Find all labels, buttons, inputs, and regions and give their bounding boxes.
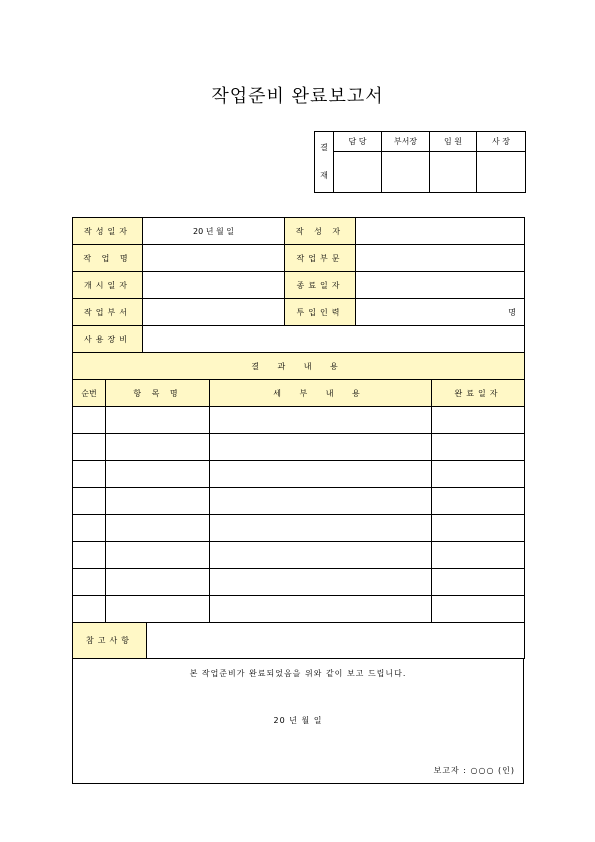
cell-detail[interactable] [210, 407, 432, 434]
table-row [73, 407, 525, 434]
label-staff: 투입인력 [285, 299, 356, 326]
col-header-detail: 세 부 내 용 [210, 380, 432, 407]
label-dept: 작업부서 [73, 299, 143, 326]
approval-header-manager: 부서장 [382, 132, 430, 152]
cell-done-date[interactable] [432, 461, 525, 488]
table-row [73, 488, 525, 515]
approval-header-executive: 임 원 [430, 132, 477, 152]
report-footer [72, 658, 524, 784]
cell-done-date[interactable] [432, 434, 525, 461]
cell-done-date[interactable] [432, 515, 525, 542]
cell-item[interactable] [106, 407, 210, 434]
cell-done-date[interactable] [432, 542, 525, 569]
cell-detail[interactable] [210, 542, 432, 569]
cell-item[interactable] [106, 569, 210, 596]
notes-table [72, 622, 525, 659]
page-title: 작업준비 완료보고서 [211, 86, 384, 107]
field-work-dept[interactable] [356, 245, 525, 272]
report-date[interactable]: 20 년 월 일 [273, 716, 323, 725]
cell-done-date[interactable] [432, 596, 525, 623]
cell-no[interactable] [73, 407, 106, 434]
label-end-date: 종료일자 [285, 272, 356, 299]
label-work-dept: 작업부문 [285, 245, 356, 272]
cell-item[interactable] [106, 542, 210, 569]
cell-detail[interactable] [210, 515, 432, 542]
label-notes: 참고사항 [73, 623, 147, 659]
cell-item[interactable] [106, 434, 210, 461]
cell-item[interactable] [106, 515, 210, 542]
col-header-item: 항 목 명 [106, 380, 210, 407]
field-end-date[interactable] [356, 272, 525, 299]
table-row [73, 542, 525, 569]
report-statement: 본 작업준비가 완료되었음을 위와 같이 보고 드립니다. [189, 669, 407, 678]
cell-done-date[interactable] [432, 407, 525, 434]
cell-detail[interactable] [210, 488, 432, 515]
cell-no[interactable] [73, 434, 106, 461]
cell-done-date[interactable] [432, 569, 525, 596]
cell-no[interactable] [73, 488, 106, 515]
field-date[interactable]: 20 년 월 일 [143, 218, 285, 245]
cell-detail[interactable] [210, 569, 432, 596]
field-work-name[interactable] [143, 245, 285, 272]
table-row [73, 569, 525, 596]
cell-done-date[interactable] [432, 488, 525, 515]
cell-no[interactable] [73, 569, 106, 596]
label-start-date: 개시일자 [73, 272, 143, 299]
info-table [72, 217, 525, 380]
cell-detail[interactable] [210, 596, 432, 623]
approval-sign-president[interactable] [477, 152, 526, 193]
label-work-name: 작 업 명 [73, 245, 143, 272]
field-start-date[interactable] [143, 272, 285, 299]
approval-header-president: 사 장 [477, 132, 526, 152]
field-author[interactable] [356, 218, 525, 245]
cell-no[interactable] [73, 461, 106, 488]
cell-no[interactable] [73, 542, 106, 569]
results-table [72, 379, 525, 623]
results-section-header: 결 과 내 용 [73, 353, 525, 380]
approval-sign-manager[interactable] [382, 152, 430, 193]
table-row [73, 515, 525, 542]
cell-item[interactable] [106, 461, 210, 488]
staff-unit: 명 [508, 307, 516, 317]
table-row [73, 461, 525, 488]
cell-no[interactable] [73, 515, 106, 542]
table-row [73, 434, 525, 461]
table-row [73, 596, 525, 623]
approval-header-staff: 담 당 [334, 132, 382, 152]
col-header-no: 순번 [73, 380, 106, 407]
col-header-done-date: 완료일자 [432, 380, 525, 407]
field-staff[interactable] [356, 299, 525, 326]
field-notes[interactable] [147, 623, 525, 659]
cell-no[interactable] [73, 596, 106, 623]
label-equipment: 사용장비 [73, 326, 143, 353]
approval-table [314, 131, 526, 193]
label-author: 작 성 자 [285, 218, 356, 245]
field-equipment[interactable] [143, 326, 525, 353]
approval-sign-executive[interactable] [430, 152, 477, 193]
approval-side-label: 결 재 [315, 132, 334, 193]
field-dept[interactable] [143, 299, 285, 326]
cell-item[interactable] [106, 488, 210, 515]
reporter-signature[interactable]: 보고자 : ○○○ (인) [433, 766, 515, 775]
cell-detail[interactable] [210, 434, 432, 461]
cell-item[interactable] [106, 596, 210, 623]
label-date: 작성일자 [73, 218, 143, 245]
cell-detail[interactable] [210, 461, 432, 488]
approval-sign-staff[interactable] [334, 152, 382, 193]
